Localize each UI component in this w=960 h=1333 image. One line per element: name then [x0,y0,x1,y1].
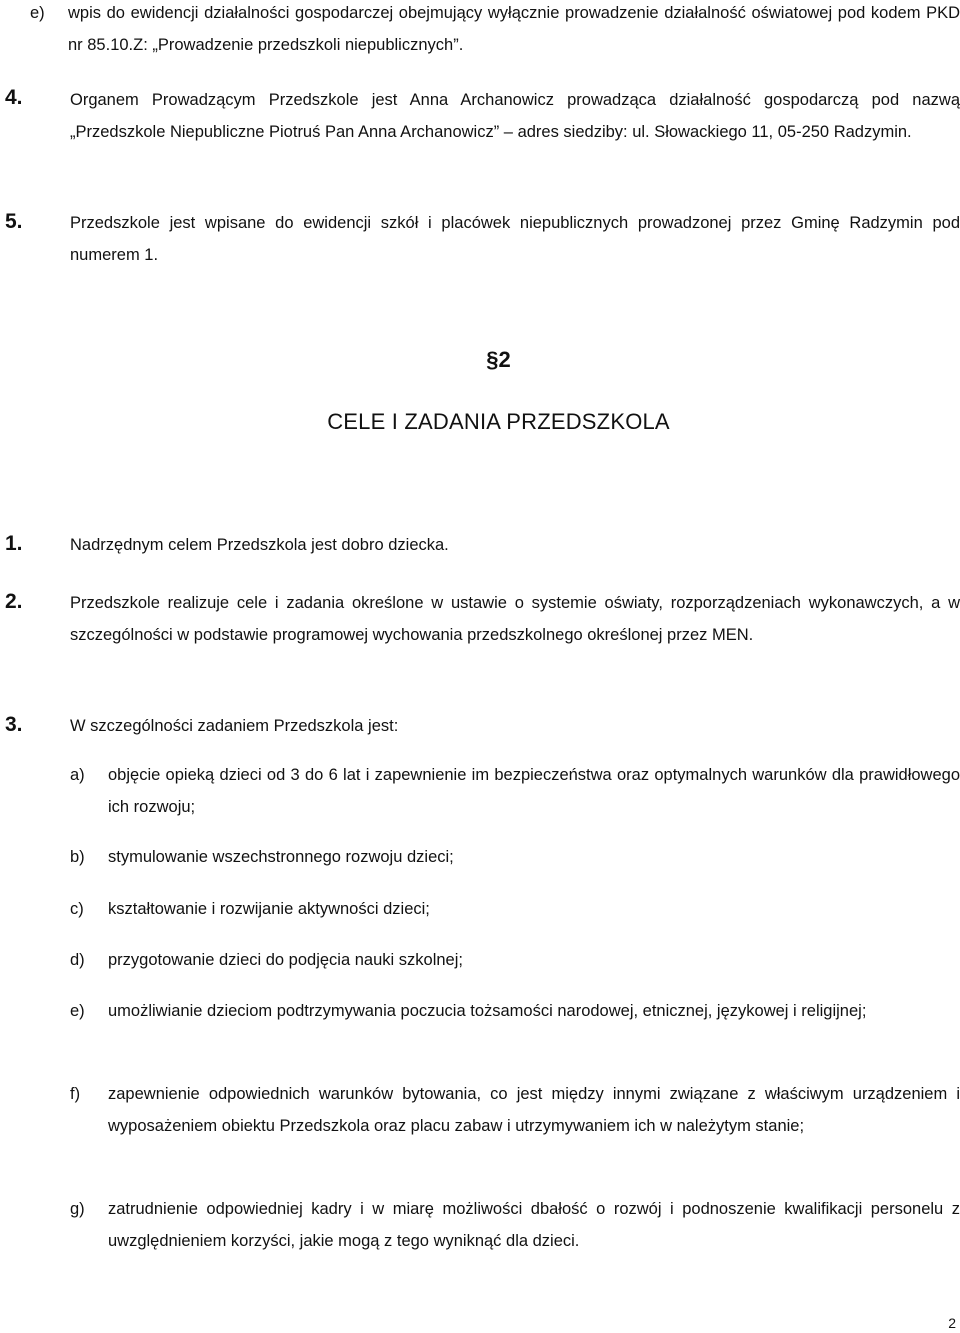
task-letter-b: b) [70,848,85,866]
task-letter-g: g) [70,1200,85,1218]
task-letter-f: f) [70,1085,81,1103]
task-letter-a: a) [70,766,85,784]
section-title: CELE I ZADANIA PRZEDSZKOLA [327,409,670,434]
item-number-4: 4. [5,86,23,109]
item-text-4: Organem Prowadzącym Przedszkole jest Anna Archanowicz prowadząca działalność gospodarczą pod nazwą „Przedszkole Niepubliczne Piotruś Pan Anna Archanowicz” – adres siedziby: ul. Słowackiego 11, 05-250 Radzymin. [70,91,960,141]
goal-number-2: 2. [5,590,23,613]
task-letter-d: d) [70,951,85,969]
item-text-5: Przedszkole jest wpisane do ewidencji szkół i placówek niepublicznych prowadzonej przez Gminę Radzymin pod numerem 1. [70,214,960,264]
top-item-marker: e) [30,4,45,22]
task-text-b: stymulowanie wszechstronnego rozwoju dzieci; [108,848,454,866]
goal-text-3: W szczególności zadaniem Przedszkola jest: [70,717,399,735]
task-text-d: przygotowanie dzieci do podjęcia nauki szkolnej; [108,951,463,969]
task-text-e: umożliwianie dzieciom podtrzymywania poczucia tożsamości narodowej, etnicznej, językowej i religijnej; [108,1002,867,1020]
task-letter-e: e) [70,1002,85,1020]
item-number-5: 5. [5,210,23,233]
goal-number-3: 3. [5,713,23,736]
goal-text-2: Przedszkole realizuje cele i zadania określone w ustawie o systemie oświaty, rozporządzeniach wykonawczych, a w szczególności w podstawie programowej wychowania przedszkolnego określonej przez MEN. [70,594,960,644]
section-mark: §2 [486,347,511,372]
task-letter-c: c) [70,900,84,918]
top-item-text: wpis do ewidencji działalności gospodarczej obejmujący wyłącznie prowadzenie działalność oświatowej pod kodem PKD nr 85.10.Z: „Prowadzenie przedszkoli niepublicznych”. [68,4,960,54]
goal-text-1: Nadrzędnym celem Przedszkola jest dobro dziecka. [70,536,449,554]
task-text-g: zatrudnienie odpowiedniej kadry i w miarę możliwości dbałość o rozwój i podnoszenie kwalifikacji personelu z uwzględnieniem korzyści, jakie mogą z tego wyniknąć dla dzieci. [108,1200,960,1250]
page-number: 2 [948,1315,956,1331]
task-text-f: zapewnienie odpowiednich warunków bytowania, co jest między innymi związane z właściwym urządzeniem i wyposażeniem obiektu Przedszkola oraz placu zabaw i utrzymywaniem ich w należytym stanie; [108,1085,960,1135]
goal-number-1: 1. [5,532,23,555]
task-text-c: kształtowanie i rozwijanie aktywności dzieci; [108,900,430,918]
task-text-a: objęcie opieką dzieci od 3 do 6 lat i zapewnienie im bezpieczeństwa oraz optymalnych warunków dla prawidłowego ich rozwoju; [108,766,960,816]
